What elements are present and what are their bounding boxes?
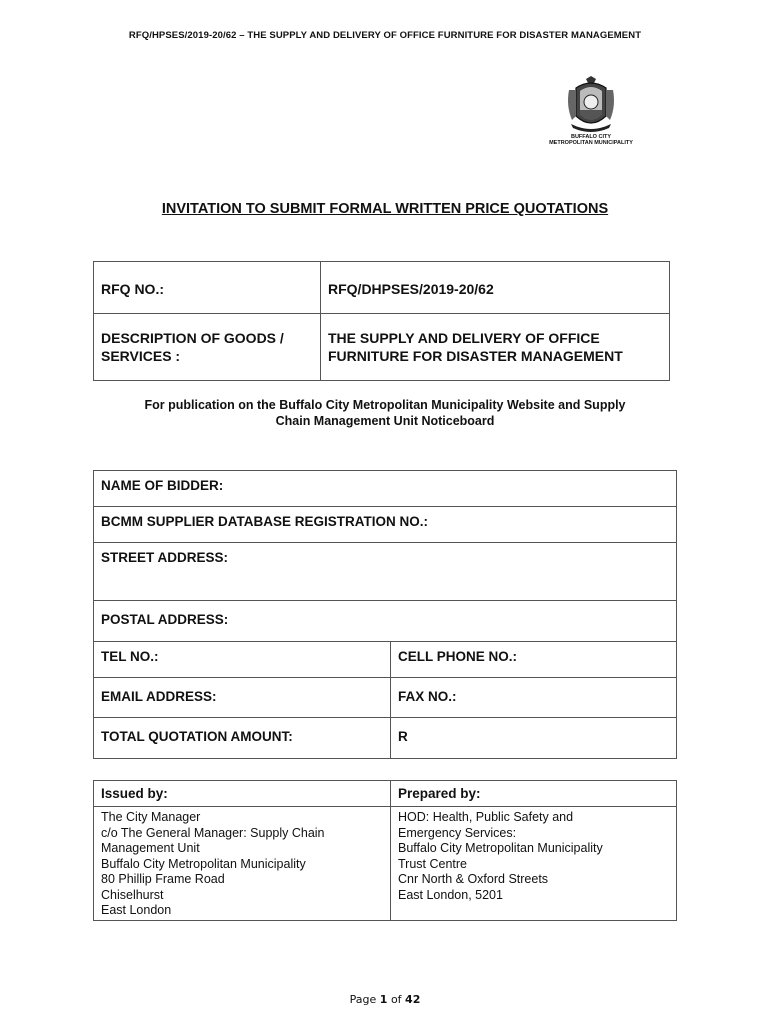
prepared-by-line: HOD: Health, Public Safety and xyxy=(398,810,574,824)
document-title: INVITATION TO SUBMIT FORMAL WRITTEN PRICE QUOTATIONS xyxy=(161,201,609,217)
prepared-by-line: Emergency Services: xyxy=(398,825,517,840)
page-word: Page xyxy=(349,993,377,1006)
coat-of-arms-icon xyxy=(566,76,616,134)
street-address-field[interactable]: STREET ADDRESS: xyxy=(94,543,677,601)
total-amount-row xyxy=(94,718,677,759)
issued-by-line: Chiselhurst xyxy=(101,887,164,902)
issued-by-line: Buffalo City Metropolitan Municipality xyxy=(101,856,306,871)
prepared-by-line: East London, 5201 xyxy=(398,887,503,902)
bidder-details-form xyxy=(93,470,677,759)
page-current: 1 xyxy=(379,993,388,1006)
registration-number-field[interactable]: BCMM SUPPLIER DATABASE REGISTRATION NO.: xyxy=(94,507,677,543)
description-value xyxy=(321,314,670,381)
email-address-field[interactable]: EMAIL ADDRESS: xyxy=(94,678,391,718)
description-label-line2: SERVICES : xyxy=(101,348,181,364)
issued-by-label: Issued by: xyxy=(94,781,391,807)
issued-by-line: The City Manager xyxy=(101,810,201,824)
prepared-by-label: Prepared by: xyxy=(391,781,677,807)
cell-phone-field[interactable]: CELL PHONE NO.: xyxy=(391,642,677,678)
publication-line2: Chain Management Unit Noticeboard xyxy=(275,414,495,428)
postal-address-row xyxy=(94,601,677,642)
prepared-by-address xyxy=(391,807,677,921)
description-label xyxy=(94,314,321,381)
issued-body-row xyxy=(94,807,677,921)
postal-address-field[interactable]: POSTAL ADDRESS: xyxy=(94,601,677,642)
rfq-number-row xyxy=(94,262,670,314)
issued-by-line: Management Unit xyxy=(101,841,200,855)
page-footer xyxy=(0,993,770,1006)
description-value-line1: THE SUPPLY AND DELIVERY OF OFFICE xyxy=(328,330,600,346)
description-row xyxy=(94,314,670,381)
street-address-row xyxy=(94,543,677,601)
issued-by-line: East London xyxy=(101,903,172,917)
bidder-name-field[interactable]: NAME OF BIDDER: xyxy=(94,471,677,507)
publication-note xyxy=(90,397,680,429)
prepared-by-line: Trust Centre xyxy=(398,856,468,871)
issued-header-row xyxy=(94,781,677,807)
phone-row xyxy=(94,642,677,678)
logo-text-line2: METROPOLITAN MUNICIPALITY xyxy=(549,140,633,146)
description-label-line1: DESCRIPTION OF GOODS / xyxy=(101,330,284,346)
tel-number-field[interactable]: TEL NO.: xyxy=(94,642,391,678)
logo-text-line1: BUFFALO CITY xyxy=(570,134,612,140)
description-value-line2: FURNITURE FOR DISASTER MANAGEMENT xyxy=(328,348,623,364)
issued-by-line: 80 Phillip Frame Road xyxy=(101,872,225,886)
running-header: RFQ/HPSES/2019-20/62 – THE SUPPLY AND DELIVERY OF OFFICE FURNITURE FOR DISASTER MANAGEMENT xyxy=(128,30,642,41)
total-quotation-field[interactable]: R xyxy=(391,718,677,759)
prepared-by-line: Buffalo City Metropolitan Municipality xyxy=(398,841,603,855)
bidder-name-row xyxy=(94,471,677,507)
email-fax-row xyxy=(94,678,677,718)
prepared-by-line: Cnr North & Oxford Streets xyxy=(398,872,549,886)
rfq-number-value: RFQ/DHPSES/2019-20/62 xyxy=(321,262,670,314)
issued-by-address xyxy=(94,807,391,921)
rfq-details-table xyxy=(93,261,670,381)
of-word: of xyxy=(390,993,402,1006)
issued-by-line: c/o The General Manager: Supply Chain xyxy=(101,825,325,840)
fax-number-field[interactable]: FAX NO.: xyxy=(391,678,677,718)
municipality-logo xyxy=(548,76,634,152)
rfq-number-label: RFQ NO.: xyxy=(94,262,321,314)
publication-line1: For publication on the Buffalo City Metropolitan Municipality Website and Supply xyxy=(144,398,626,412)
registration-row xyxy=(94,507,677,543)
total-quotation-label: TOTAL QUOTATION AMOUNT: xyxy=(94,718,391,759)
issued-prepared-table xyxy=(93,780,677,921)
page-total: 42 xyxy=(405,993,421,1006)
